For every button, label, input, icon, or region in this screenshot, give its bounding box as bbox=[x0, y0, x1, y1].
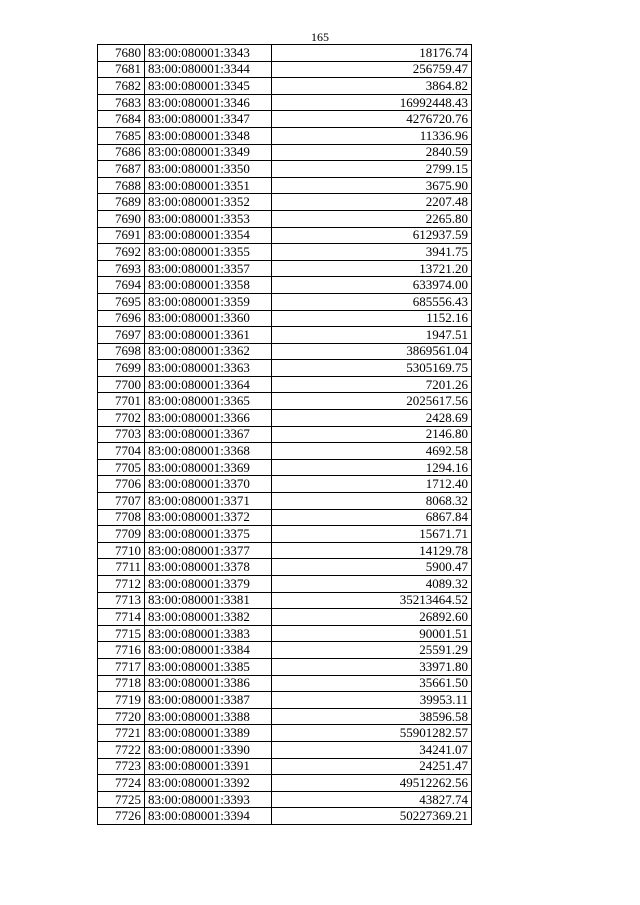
value-cell: 49512262.56 bbox=[272, 775, 472, 792]
row-number-cell: 7723 bbox=[98, 758, 145, 775]
row-number-cell: 7704 bbox=[98, 443, 145, 460]
cadastral-number-cell: 83:00:080001:3370 bbox=[145, 476, 272, 493]
cadastral-number-cell: 83:00:080001:3362 bbox=[145, 343, 272, 360]
table-row bbox=[98, 177, 472, 194]
value-cell: 55901282.57 bbox=[272, 725, 472, 742]
cadastral-number-cell: 83:00:080001:3347 bbox=[145, 111, 272, 128]
row-number-cell: 7698 bbox=[98, 343, 145, 360]
table-row bbox=[98, 94, 472, 111]
table-row bbox=[98, 459, 472, 476]
value-cell: 35213464.52 bbox=[272, 592, 472, 609]
table-row bbox=[98, 360, 472, 377]
table-row bbox=[98, 609, 472, 626]
row-number-cell: 7701 bbox=[98, 393, 145, 410]
table-row bbox=[98, 642, 472, 659]
table-row bbox=[98, 625, 472, 642]
value-cell: 14129.78 bbox=[272, 542, 472, 559]
table-row bbox=[98, 576, 472, 593]
table-row bbox=[98, 45, 472, 62]
row-number-cell: 7687 bbox=[98, 161, 145, 178]
value-cell: 2840.59 bbox=[272, 144, 472, 161]
table-row bbox=[98, 692, 472, 709]
row-number-cell: 7693 bbox=[98, 260, 145, 277]
row-number-cell: 7683 bbox=[98, 94, 145, 111]
table-row bbox=[98, 161, 472, 178]
cadastral-number-cell: 83:00:080001:3357 bbox=[145, 260, 272, 277]
table-row bbox=[98, 443, 472, 460]
table-row bbox=[98, 775, 472, 792]
value-cell: 13721.20 bbox=[272, 260, 472, 277]
cadastral-number-cell: 83:00:080001:3385 bbox=[145, 658, 272, 675]
table-row bbox=[98, 791, 472, 808]
cadastral-number-cell: 83:00:080001:3369 bbox=[145, 459, 272, 476]
value-cell: 90001.51 bbox=[272, 625, 472, 642]
cadastral-number-cell: 83:00:080001:3360 bbox=[145, 310, 272, 327]
row-number-cell: 7703 bbox=[98, 426, 145, 443]
row-number-cell: 7720 bbox=[98, 708, 145, 725]
row-number-cell: 7695 bbox=[98, 293, 145, 310]
table-row bbox=[98, 741, 472, 758]
value-cell: 18176.74 bbox=[272, 45, 472, 62]
table-row bbox=[98, 708, 472, 725]
page-number: 165 bbox=[311, 30, 329, 44]
row-number-cell: 7707 bbox=[98, 493, 145, 510]
value-cell: 33971.80 bbox=[272, 658, 472, 675]
table-row bbox=[98, 260, 472, 277]
cadastral-number-cell: 83:00:080001:3363 bbox=[145, 360, 272, 377]
value-cell: 1947.51 bbox=[272, 327, 472, 344]
row-number-cell: 7694 bbox=[98, 277, 145, 294]
value-cell: 34241.07 bbox=[272, 741, 472, 758]
table-row bbox=[98, 210, 472, 227]
row-number-cell: 7690 bbox=[98, 210, 145, 227]
table-row bbox=[98, 493, 472, 510]
cadastral-number-cell: 83:00:080001:3381 bbox=[145, 592, 272, 609]
cadastral-number-cell: 83:00:080001:3364 bbox=[145, 376, 272, 393]
table-row bbox=[98, 592, 472, 609]
row-number-cell: 7712 bbox=[98, 576, 145, 593]
cadastral-number-cell: 83:00:080001:3343 bbox=[145, 45, 272, 62]
row-number-cell: 7697 bbox=[98, 327, 145, 344]
row-number-cell: 7681 bbox=[98, 61, 145, 78]
table-row bbox=[98, 426, 472, 443]
value-cell: 685556.43 bbox=[272, 293, 472, 310]
value-cell: 4089.32 bbox=[272, 576, 472, 593]
row-number-cell: 7709 bbox=[98, 526, 145, 543]
value-cell: 25591.29 bbox=[272, 642, 472, 659]
row-number-cell: 7722 bbox=[98, 741, 145, 758]
cadastral-number-cell: 83:00:080001:3359 bbox=[145, 293, 272, 310]
cadastral-value-table bbox=[97, 44, 472, 825]
cadastral-number-cell: 83:00:080001:3366 bbox=[145, 410, 272, 427]
row-number-cell: 7691 bbox=[98, 227, 145, 244]
value-cell: 4276720.76 bbox=[272, 111, 472, 128]
row-number-cell: 7702 bbox=[98, 410, 145, 427]
value-cell: 3675.90 bbox=[272, 177, 472, 194]
table-row bbox=[98, 61, 472, 78]
row-number-cell: 7713 bbox=[98, 592, 145, 609]
value-cell: 11336.96 bbox=[272, 127, 472, 144]
cadastral-number-cell: 83:00:080001:3378 bbox=[145, 559, 272, 576]
value-cell: 633974.00 bbox=[272, 277, 472, 294]
cadastral-number-cell: 83:00:080001:3389 bbox=[145, 725, 272, 742]
row-number-cell: 7718 bbox=[98, 675, 145, 692]
row-number-cell: 7700 bbox=[98, 376, 145, 393]
cadastral-number-cell: 83:00:080001:3367 bbox=[145, 426, 272, 443]
table-row bbox=[98, 293, 472, 310]
value-cell: 6867.84 bbox=[272, 509, 472, 526]
table-row bbox=[98, 808, 472, 825]
table-row bbox=[98, 78, 472, 95]
value-cell: 2025617.56 bbox=[272, 393, 472, 410]
cadastral-number-cell: 83:00:080001:3349 bbox=[145, 144, 272, 161]
table-row bbox=[98, 277, 472, 294]
value-cell: 7201.26 bbox=[272, 376, 472, 393]
cadastral-number-cell: 83:00:080001:3386 bbox=[145, 675, 272, 692]
table-row bbox=[98, 542, 472, 559]
row-number-cell: 7680 bbox=[98, 45, 145, 62]
table-row bbox=[98, 127, 472, 144]
table-row bbox=[98, 327, 472, 344]
cadastral-number-cell: 83:00:080001:3392 bbox=[145, 775, 272, 792]
cadastral-number-cell: 83:00:080001:3346 bbox=[145, 94, 272, 111]
value-cell: 4692.58 bbox=[272, 443, 472, 460]
table-row bbox=[98, 526, 472, 543]
cadastral-number-cell: 83:00:080001:3348 bbox=[145, 127, 272, 144]
table-row bbox=[98, 310, 472, 327]
value-cell: 15671.71 bbox=[272, 526, 472, 543]
table-row bbox=[98, 675, 472, 692]
value-cell: 38596.58 bbox=[272, 708, 472, 725]
row-number-cell: 7710 bbox=[98, 542, 145, 559]
value-cell: 50227369.21 bbox=[272, 808, 472, 825]
row-number-cell: 7714 bbox=[98, 609, 145, 626]
value-cell: 43827.74 bbox=[272, 791, 472, 808]
cadastral-number-cell: 83:00:080001:3393 bbox=[145, 791, 272, 808]
table-row bbox=[98, 376, 472, 393]
value-cell: 2428.69 bbox=[272, 410, 472, 427]
table-row bbox=[98, 725, 472, 742]
row-number-cell: 7711 bbox=[98, 559, 145, 576]
cadastral-number-cell: 83:00:080001:3372 bbox=[145, 509, 272, 526]
cadastral-number-cell: 83:00:080001:3394 bbox=[145, 808, 272, 825]
table-row bbox=[98, 658, 472, 675]
row-number-cell: 7725 bbox=[98, 791, 145, 808]
value-cell: 26892.60 bbox=[272, 609, 472, 626]
row-number-cell: 7721 bbox=[98, 725, 145, 742]
value-cell: 35661.50 bbox=[272, 675, 472, 692]
value-cell: 256759.47 bbox=[272, 61, 472, 78]
cadastral-number-cell: 83:00:080001:3387 bbox=[145, 692, 272, 709]
row-number-cell: 7685 bbox=[98, 127, 145, 144]
cadastral-number-cell: 83:00:080001:3361 bbox=[145, 327, 272, 344]
cadastral-number-cell: 83:00:080001:3383 bbox=[145, 625, 272, 642]
row-number-cell: 7692 bbox=[98, 244, 145, 261]
row-number-cell: 7686 bbox=[98, 144, 145, 161]
row-number-cell: 7706 bbox=[98, 476, 145, 493]
value-cell: 612937.59 bbox=[272, 227, 472, 244]
row-number-cell: 7688 bbox=[98, 177, 145, 194]
value-cell: 2265.80 bbox=[272, 210, 472, 227]
cadastral-number-cell: 83:00:080001:3388 bbox=[145, 708, 272, 725]
cadastral-number-cell: 83:00:080001:3368 bbox=[145, 443, 272, 460]
cadastral-number-cell: 83:00:080001:3375 bbox=[145, 526, 272, 543]
cadastral-number-cell: 83:00:080001:3350 bbox=[145, 161, 272, 178]
value-cell: 1294.16 bbox=[272, 459, 472, 476]
cadastral-number-cell: 83:00:080001:3382 bbox=[145, 609, 272, 626]
row-number-cell: 7682 bbox=[98, 78, 145, 95]
cadastral-number-cell: 83:00:080001:3352 bbox=[145, 194, 272, 211]
row-number-cell: 7719 bbox=[98, 692, 145, 709]
value-cell: 3869561.04 bbox=[272, 343, 472, 360]
value-cell: 2207.48 bbox=[272, 194, 472, 211]
table-row bbox=[98, 410, 472, 427]
value-cell: 8068.32 bbox=[272, 493, 472, 510]
value-cell: 24251.47 bbox=[272, 758, 472, 775]
row-number-cell: 7699 bbox=[98, 360, 145, 377]
table-row bbox=[98, 476, 472, 493]
cadastral-number-cell: 83:00:080001:3391 bbox=[145, 758, 272, 775]
cadastral-number-cell: 83:00:080001:3354 bbox=[145, 227, 272, 244]
cadastral-number-cell: 83:00:080001:3351 bbox=[145, 177, 272, 194]
value-cell: 5305169.75 bbox=[272, 360, 472, 377]
row-number-cell: 7689 bbox=[98, 194, 145, 211]
table-row bbox=[98, 758, 472, 775]
table-row bbox=[98, 559, 472, 576]
row-number-cell: 7717 bbox=[98, 658, 145, 675]
table-body bbox=[98, 45, 472, 825]
cadastral-number-cell: 83:00:080001:3345 bbox=[145, 78, 272, 95]
row-number-cell: 7724 bbox=[98, 775, 145, 792]
value-cell: 5900.47 bbox=[272, 559, 472, 576]
cadastral-number-cell: 83:00:080001:3371 bbox=[145, 493, 272, 510]
row-number-cell: 7705 bbox=[98, 459, 145, 476]
row-number-cell: 7684 bbox=[98, 111, 145, 128]
value-cell: 3941.75 bbox=[272, 244, 472, 261]
value-cell: 16992448.43 bbox=[272, 94, 472, 111]
row-number-cell: 7708 bbox=[98, 509, 145, 526]
value-cell: 2799.15 bbox=[272, 161, 472, 178]
table-row bbox=[98, 144, 472, 161]
value-cell: 1152.16 bbox=[272, 310, 472, 327]
cadastral-number-cell: 83:00:080001:3344 bbox=[145, 61, 272, 78]
value-cell: 1712.40 bbox=[272, 476, 472, 493]
value-cell: 2146.80 bbox=[272, 426, 472, 443]
table-row bbox=[98, 343, 472, 360]
table-row bbox=[98, 111, 472, 128]
value-cell: 39953.11 bbox=[272, 692, 472, 709]
row-number-cell: 7726 bbox=[98, 808, 145, 825]
table-row bbox=[98, 244, 472, 261]
cadastral-number-cell: 83:00:080001:3365 bbox=[145, 393, 272, 410]
table-row bbox=[98, 393, 472, 410]
row-number-cell: 7716 bbox=[98, 642, 145, 659]
row-number-cell: 7696 bbox=[98, 310, 145, 327]
value-cell: 3864.82 bbox=[272, 78, 472, 95]
cadastral-number-cell: 83:00:080001:3390 bbox=[145, 741, 272, 758]
cadastral-number-cell: 83:00:080001:3377 bbox=[145, 542, 272, 559]
cadastral-number-cell: 83:00:080001:3353 bbox=[145, 210, 272, 227]
table-row bbox=[98, 509, 472, 526]
table-row bbox=[98, 194, 472, 211]
cadastral-number-cell: 83:00:080001:3358 bbox=[145, 277, 272, 294]
cadastral-number-cell: 83:00:080001:3355 bbox=[145, 244, 272, 261]
table-row bbox=[98, 227, 472, 244]
cadastral-number-cell: 83:00:080001:3379 bbox=[145, 576, 272, 593]
cadastral-number-cell: 83:00:080001:3384 bbox=[145, 642, 272, 659]
row-number-cell: 7715 bbox=[98, 625, 145, 642]
